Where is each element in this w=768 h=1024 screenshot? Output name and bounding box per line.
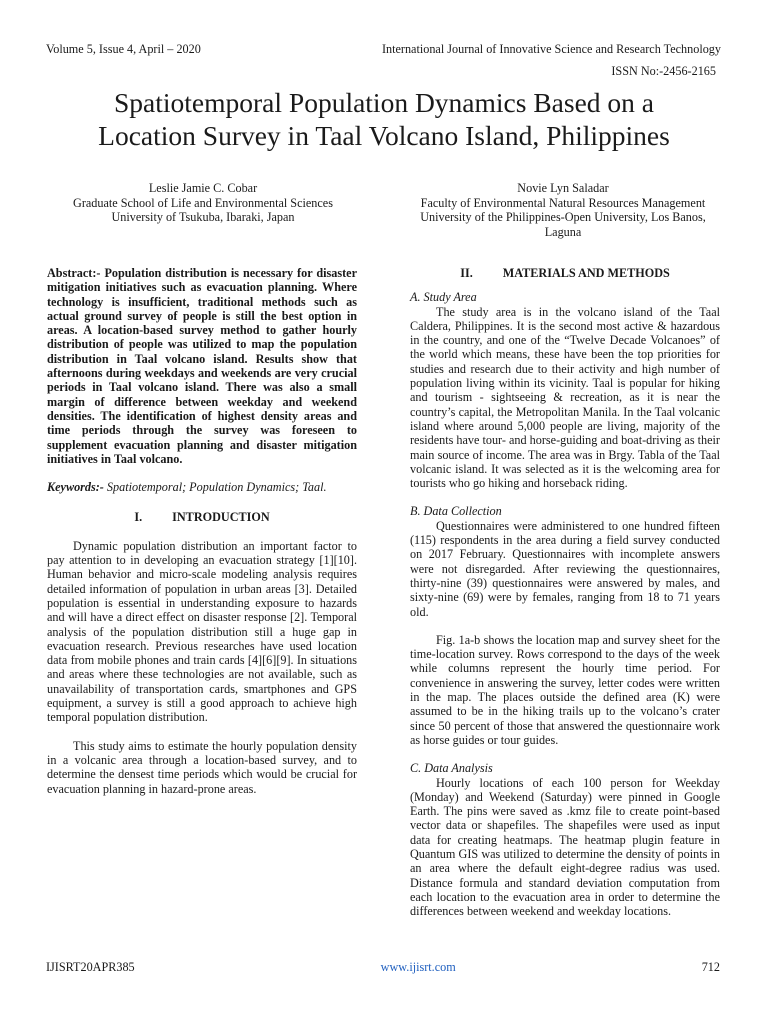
author-affiliation: University of the Philippines-Open University, Los Banos, <box>420 210 706 225</box>
page-number: 712 <box>701 960 720 974</box>
section-number: II. <box>460 266 473 280</box>
subsection-heading-study-area: A. Study Area <box>410 290 477 305</box>
section-title: INTRODUCTION <box>172 510 270 525</box>
author-name: Novie Lyn Saladar <box>517 181 609 195</box>
author-block-2 <box>408 181 718 239</box>
paragraph: Questionnaires were administered to one hundred fifteen (115) respondents in the area during a field survey conducted on 2017 February. Questionnaires with incomplete answers were not disregarded. After reviewing the questionnaires, thirty-nine (39) questionnaires were answered by males, and sixty-nine (69) were by females, ranging from 18 to 71 years old. <box>410 518 720 619</box>
volume-issue: Volume 5, Issue 4, April – 2020 <box>46 42 201 56</box>
paragraph: Fig. 1a-b shows the location map and survey sheet for the time-location survey. Rows correspond to the days of the week while columns represent the hourly time period. For convenience in answering the survey, letter codes were written in the map. The places outside the defined area (K) were assumed to be in the hiking trails up to the volcano’s crater since 50 percent of those that answered the questionnaire work as horse guides or tour guides. <box>410 632 720 747</box>
subsection-heading-data-analysis: C. Data Analysis <box>410 761 493 776</box>
journal-url-link[interactable]: www.ijisrt.com <box>380 960 456 974</box>
section-title: MATERIALS AND METHODS <box>502 266 670 280</box>
journal-name: International Journal of Innovative Science and Research Technology <box>381 42 721 56</box>
paragraph: Hourly locations of each 100 person for Weekday (Monday) and Weekend (Saturday) were pinned in Google Earth. The pins were saved as .kmz file to create point-based vector data or shapefiles. The shapefiles were used as input data for creating heatmaps. The heatmap plugin feature in Quantum GIS was utilized to determine the density of points in an area where the default eight-degree radius was used. Distance formula and standard deviation computation from each location to the evacuation area in order to determine the differences between weekend and weekday locations. <box>410 775 720 919</box>
author-affiliation: University of Tsukuba, Ibaraki, Japan <box>111 210 295 225</box>
issn: ISSN No:-2456-2165 <box>611 64 716 78</box>
author-affiliation: Graduate School of Life and Environmental Sciences <box>73 195 333 210</box>
keywords-label: Keywords:- <box>47 480 104 495</box>
paragraph: Dynamic population distribution an important factor to pay attention to in developing an evacuation strategy [1][10]. Human behavior and micro-scale modeling analysis requires detailed information of population in urban areas [3]. Detailed population is essential in understanding exposure to hazards and will have a direct effect on disaster response [2]. Temporal analysis of the population distribution still a huge gap in evacuation research. Previous researches have used location data from mobile phones and train cards [4][6][9]. In situations and areas where these technologies are not available, such as unavailability of transportation cards, smartphones and GPS equipment, a survey is still a good approach to achieve high temporal population distribution. <box>47 538 357 725</box>
running-header <box>46 42 721 56</box>
title-line-2: Location Survey in Taal Volcano Island, Philippines <box>98 120 670 151</box>
author-block-1 <box>58 181 348 225</box>
paragraph: This study aims to estimate the hourly population density in a volcanic area through a location-based survey, and to determine the densest time periods which would be crucial for evacuation planning in hazard-prone areas. <box>47 738 357 796</box>
page-footer <box>46 960 720 975</box>
abstract: Abstract:- Population distribution is necessary for disaster mitigation initiatives such as evacuation planning. Where technology is insufficient, traditional methods such as actual ground survey of people is still the best option in areas. A location-based survey method to gather hourly distribution of people was utilized to map the population distribution in Taal volcano island. Results show that afternoons during weekdays and weekends are very crucial periods in Taal volcano island. There was also a small margin of difference between weekday and weekend densities. The identification of highest density areas and time periods through the survey was foreseen to supplement evacuation planning and disaster mitigation initiatives in Taal volcano. <box>47 266 357 466</box>
article-code: IJISRT20APR385 <box>46 960 135 974</box>
paragraph: The study area is in the volcano island of the Taal Caldera, Philippines. It is the second most active & hazardous in the country, and one of the “Twelve Decade Volcanoes” of the world which means, these have been the top priorities for studies and research due to their activity and high number of population living within its vicinity. Taal is popular for hiking and tourism - sightseeing & recreation, as it is near the country’s capital, the Metropolitan Manila. In the Taal volcanic island where around 5,000 people are living, majority of the residents have tour- and horse-guiding and boat-driving as their main source of income. The area was in Brgy. Tabla of the Taal volcanic island. It was selected as it is the welcoming area for tourists who go hiking and horseback riding. <box>410 304 720 491</box>
keywords <box>47 480 357 494</box>
section-number: I. <box>134 510 143 525</box>
author-name: Leslie Jamie C. Cobar <box>148 181 258 195</box>
title-line-1: Spatiotemporal Population Dynamics Based on a <box>114 87 654 118</box>
author-affiliation: Laguna <box>544 224 582 239</box>
subsection-heading-data-collection: B. Data Collection <box>410 504 502 519</box>
author-affiliation: Faculty of Environmental Natural Resources Management <box>420 195 706 210</box>
paper-title <box>40 86 728 152</box>
left-column <box>47 266 357 796</box>
section-heading-methods <box>410 266 720 280</box>
section-heading-introduction <box>47 510 357 524</box>
right-column <box>410 266 720 918</box>
keywords-text: Spatiotemporal; Population Dynamics; Taal. <box>103 480 327 495</box>
